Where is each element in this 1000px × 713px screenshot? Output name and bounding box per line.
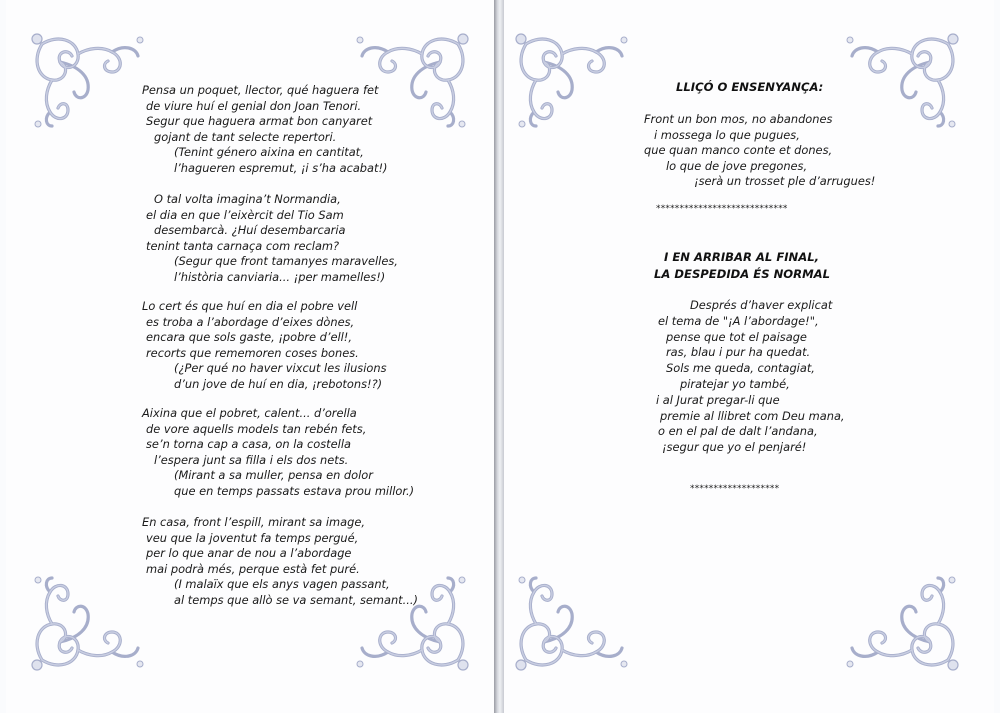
- left-poem-line: Lo cert és que huí en dia el pobre vell: [142, 299, 358, 313]
- final-poem-line: Després d’haver explicat: [690, 298, 833, 312]
- final-poem-line: el tema de "¡A l’abordage!",: [658, 313, 819, 328]
- final-poem-line: Sols me queda, contagiat,: [666, 361, 815, 376]
- ornament-top-center-right-icon: [512, 30, 632, 130]
- left-poem-line: es troba a l’abordage d’eixes dònes,: [146, 314, 355, 329]
- left-poem-line: l’història canviaria... ¡per mamelles!): [174, 270, 386, 284]
- left-poem-line: veu que la joventut fa temps pergué,: [146, 530, 359, 545]
- final-poem-line: i al Jurat pregar-li que: [656, 392, 780, 407]
- left-poem-line: al temps que allò se va semant, semant...): [174, 593, 418, 607]
- left-poem-line: gojant de tant selecte repertori.: [154, 129, 337, 144]
- left-poem-line: recorts que rememoren coses bones.: [146, 345, 359, 360]
- left-poem-line: (I malaïx que els anys vagen passant,: [174, 577, 390, 592]
- final-heading-line-1: I EN ARRIBAR AL FINAL,: [664, 250, 820, 264]
- left-poem-line: (Tenint género aixina en cantitat,: [174, 145, 364, 160]
- ornament-bottom-right-icon: [842, 574, 962, 674]
- lesson-poem-line: Front un bon mos, no abandones: [644, 112, 833, 126]
- ornament-top-right-icon: [842, 30, 962, 130]
- left-poem-line: Segur que haguera armat bon canyaret: [146, 114, 373, 129]
- lesson-poem-line: ¡serà un trosset ple d’arrugues!: [694, 174, 876, 189]
- book-gutter: [494, 0, 504, 713]
- ornament-bottom-left-icon: [28, 574, 148, 674]
- final-heading-line-2: LA DESPEDIDA ÉS NORMAL: [654, 267, 830, 281]
- left-poem-line: de viure huí el genial don Joan Tenori.: [146, 98, 362, 113]
- lesson-poem-line: que quan manco conte et dones,: [644, 143, 833, 158]
- lesson-poem-line: lo que de jove pregones,: [666, 158, 808, 173]
- left-poem-line: (Mirant a sa muller, pensa en dolor: [174, 468, 373, 483]
- separator-2: *******************: [690, 484, 780, 494]
- left-poem-line: (¿Per qué no haver vixcut les ilusions: [174, 361, 387, 376]
- left-poem-line: encara que sols gaste, ¡pobre d’ell!,: [146, 330, 352, 345]
- left-poem-line: se’n torna cap a casa, on la costella: [146, 437, 351, 452]
- left-poem-line: d’un jove de huí en dia, ¡rebotons!?): [174, 377, 383, 391]
- left-poem-line: mai podrà més, perque està fet puré.: [146, 561, 360, 576]
- left-poem-line: tenint tanta carnaça com reclam?: [146, 238, 340, 253]
- lesson-heading: LLIÇÓ O ENSENYANÇA:: [676, 80, 824, 94]
- left-poem-line: En casa, front l’espill, mirant sa image,: [142, 515, 365, 529]
- ornament-top-left-icon: [28, 30, 148, 130]
- final-poem-line: premie al llibret com Deu mana,: [660, 408, 845, 423]
- ornament-top-center-left-icon: [352, 30, 472, 130]
- left-poem-line: l’hagueren espremut, ¡i s’ha acabat!): [174, 161, 388, 175]
- left-poem-line: Aixina que el pobret, calent... d’orella: [142, 406, 357, 420]
- left-poem-line: O tal volta imagina’t Normandia,: [154, 192, 341, 206]
- left-poem-line: desembarcà. ¿Huí desembarcaria: [154, 223, 346, 238]
- separator-1: ****************************: [656, 204, 788, 214]
- final-poem-line: ras, blau i pur ha quedat.: [666, 345, 811, 360]
- final-poem-line: ¡segur que yo el penjaré!: [662, 440, 807, 455]
- left-poem-line: Pensa un poquet, llector, qué haguera fet: [142, 83, 379, 97]
- final-poem-line: pense que tot el paisage: [666, 329, 807, 344]
- left-poem-line: de vore aquells models tan rebén fets,: [146, 421, 367, 436]
- ornament-bottom-center-right-icon: [512, 574, 632, 674]
- lesson-poem-line: i mossega lo que pugues,: [654, 127, 800, 142]
- left-poem-line: l’espera junt sa filla i els dos nets.: [154, 452, 349, 467]
- final-poem-line: o en el pal de dalt l’andana,: [658, 424, 818, 439]
- left-poem-line: per lo que anar de nou a l’abordage: [146, 546, 352, 561]
- left-poem-line: (Segur que front tamanyes maravelles,: [174, 254, 398, 269]
- left-poem-line: que en temps passats estava prou millor.): [174, 484, 415, 498]
- final-poem-line: piratejar yo també,: [680, 377, 790, 391]
- left-poem-line: el dia en que l’eixèrcit del Tio Sam: [146, 207, 344, 222]
- ornament-bottom-center-left-icon: [352, 574, 472, 674]
